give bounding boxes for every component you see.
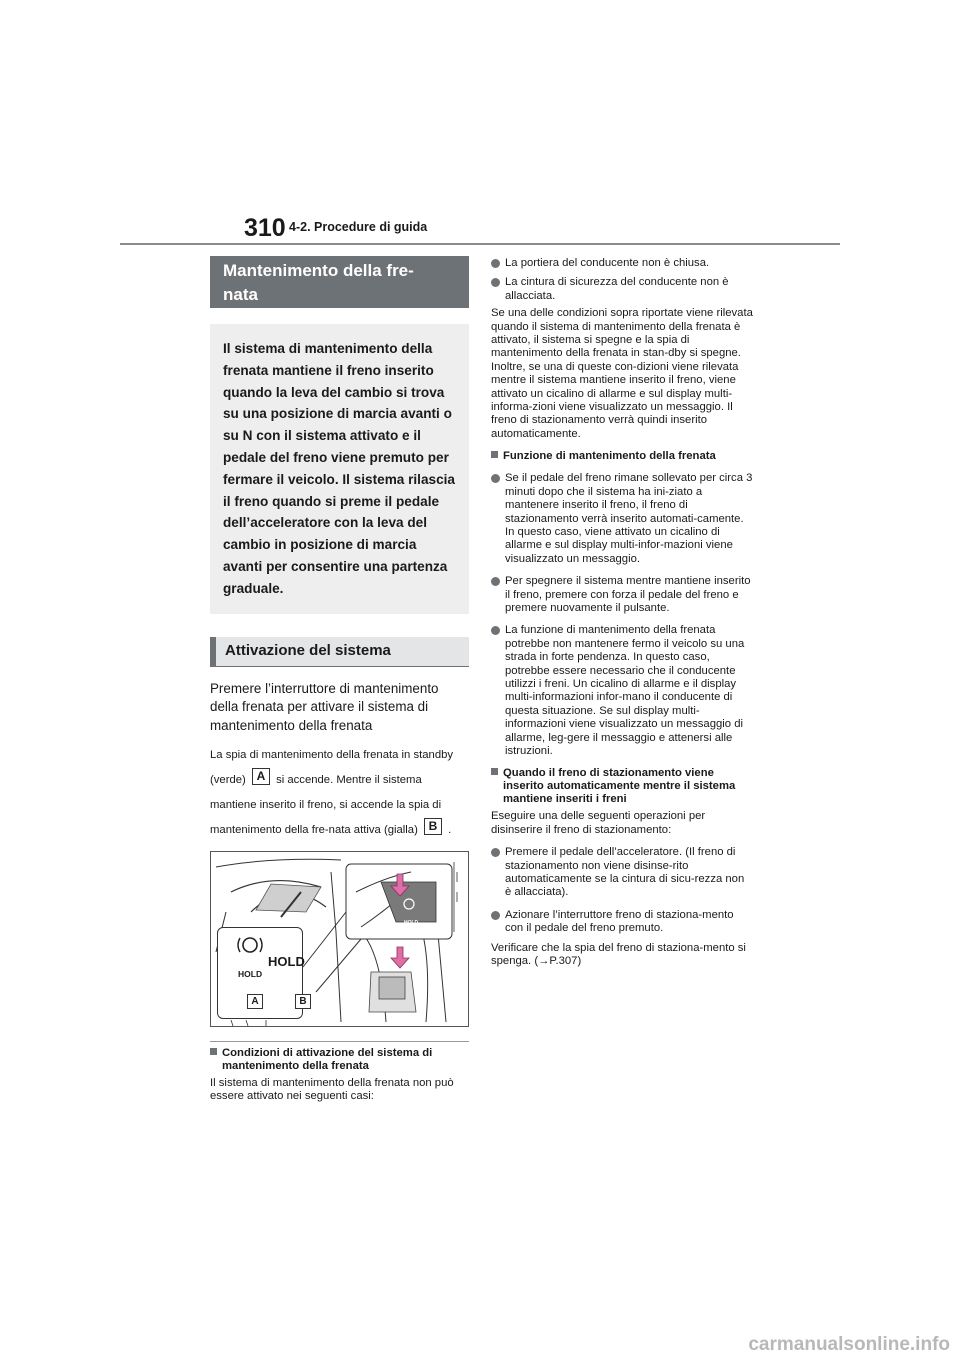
square-bullet-icon xyxy=(210,1048,217,1055)
list-item-text: La cintura di sicurezza del conducente non è allacciata. xyxy=(505,276,729,302)
list-item xyxy=(491,846,753,900)
right-column xyxy=(491,256,753,968)
subheading-text: Funzione di mantenimento della frenata xyxy=(503,450,716,463)
bullet-dot-icon xyxy=(491,848,500,857)
list-item xyxy=(491,276,753,303)
step-desc-part3: . xyxy=(448,824,452,837)
list-item-text: Per spegnere il sistema mentre mantiene inserito il freno, premere con forza il pedale del freno e premere nuovamente il pulsante. xyxy=(505,575,751,614)
list-item xyxy=(491,472,753,566)
square-bullet-icon xyxy=(491,451,498,458)
paragraph-conditions-detail: Se una delle condizioni sopra riportate viene rilevata quando il sistema di mantenimento della frenata è attivato, il sistema si spegne e la spia di mantenimento della frenata in stan-dby si spegne. Inoltre, se una di queste con-dizioni viene rilevata mentre il sistema mantiene inserito il freno, viene attivato un cicalino di allarme e sul display multi-informa-zioni viene visualizzato un messaggio. Il freno di stazionamento verrà quindi inserito automaticamente. xyxy=(491,307,753,440)
list-item-text: Azionare l’interruttore freno di staziona-mento con il pedale del freno premuto. xyxy=(505,908,734,935)
square-bullet-icon xyxy=(491,768,498,775)
section-title: 4-2. Procedure di guida xyxy=(289,220,428,234)
list-item-text: Se il pedale del freno rimane sollevato per circa 3 minuti dopo che il sistema ha ini-ziato a mantenere inserito il freno, il freno di stazionamento verrà inserito automati-camente. In questo caso, viene attivato un cicalino di allarme e sul display multi-infor-mazioni viene visualizzato un messaggio. xyxy=(505,472,753,565)
list-item xyxy=(491,257,753,270)
figure-tag-a xyxy=(247,994,263,1012)
hold-label-large: HOLD xyxy=(268,954,305,970)
bullet-dot-icon xyxy=(491,259,500,268)
conditions-text: Il sistema di mantenimento della frenata non può essere attivato nei seguenti casi: xyxy=(210,1077,454,1103)
tag-b: B xyxy=(424,818,442,835)
watermark: carmanualsonline.info xyxy=(748,1334,950,1355)
bullet-dot-icon xyxy=(491,911,500,920)
subheading-text: Quando il freno di stazionamento viene inserito automaticamente mentre il sistema mantiene inseriti i freni xyxy=(503,767,736,806)
figure-tag-b xyxy=(295,994,311,1012)
paragraph-operations: Eseguire una delle seguenti operazioni per disinserire il freno di stazionamento: xyxy=(491,810,706,836)
list-item xyxy=(491,624,753,758)
step-description xyxy=(210,743,469,843)
conditions-rule xyxy=(210,1041,469,1042)
step-desc-part2: si accende. Mentre il sistema mantiene inserito il freno, si accende la spia di mantenimento della fre-nata attiva (gialla) xyxy=(210,774,442,837)
paragraph-verify: Verificare che la spia del freno di staziona-mento si spenga. (→P.307) xyxy=(491,941,746,968)
tag-a: A xyxy=(252,768,270,785)
step-title: Premere l’interruttore di mantenimento della frenata per attivare il sistema di mantenimento della frenata xyxy=(210,680,439,733)
figure-tag-b-box: B xyxy=(295,994,311,1009)
header-rule xyxy=(120,243,840,245)
list-item-text: La portiera del conducente non è chiusa. xyxy=(505,257,710,269)
subheading-brake-hold-function xyxy=(491,450,753,463)
intro-box: Il sistema di mantenimento della frenata mantiene il freno inserito quando la leva del cambio si trova su una posizione di marcia avanti o su N con il sistema attivato e il pedale del freno viene premuto per fermare il veicolo. Il sistema rilascia il freno quando si preme il pedale dell’acceleratore con la leva del cambio in posizione di marcia avanti per consentire una partenza graduale. xyxy=(210,324,469,614)
list-item xyxy=(491,575,753,615)
section-heading-brake-hold: Mantenimento della fre- nata xyxy=(210,256,469,308)
subheading-parking-brake xyxy=(491,767,753,806)
list-item-text: Premere il pedale dell’acceleratore. (Il freno di stazionamento non viene disinse-rito automaticamente se la cintura di sicu-rezza non è allacciata). xyxy=(505,846,745,899)
left-column xyxy=(210,256,469,1104)
hold-label-small: HOLD xyxy=(238,969,263,980)
list-item-text: La funzione di mantenimento della frenata potrebbe non mantenere fermo il veicolo su una strada in forte pendenza. In questo caso, potrebbe essere necessario che il conducente utilizzi i freni. Un cicalino di allarme e il display multi-informazioni infor-mano il conducente di questa situazione. Se sul display multi-informazioni viene visualizzato un messaggio di allarme, leg-gere il messaggio e attenersi alle istruzioni. xyxy=(505,624,745,757)
dashboard-illustration xyxy=(210,851,469,1027)
bullet-dot-icon xyxy=(491,577,500,586)
bullet-dot-icon xyxy=(491,626,500,635)
step-desc-part1: La spia di mantenimento della frenata in standby (verde) xyxy=(210,749,454,787)
bullet-dot-icon xyxy=(491,474,500,483)
figure-tag-a-box: A xyxy=(247,994,263,1009)
switch-label: HOLD xyxy=(404,920,419,927)
section-heading-activation: Attivazione del sistema xyxy=(210,637,469,667)
conditions-heading xyxy=(210,1047,469,1073)
conditions-heading-text: Condizioni di attivazione del sistema di mantenimento della frenata xyxy=(222,1047,433,1073)
list-item xyxy=(491,909,753,936)
bullet-dot-icon xyxy=(491,278,500,287)
page-number: 310 xyxy=(244,214,286,242)
